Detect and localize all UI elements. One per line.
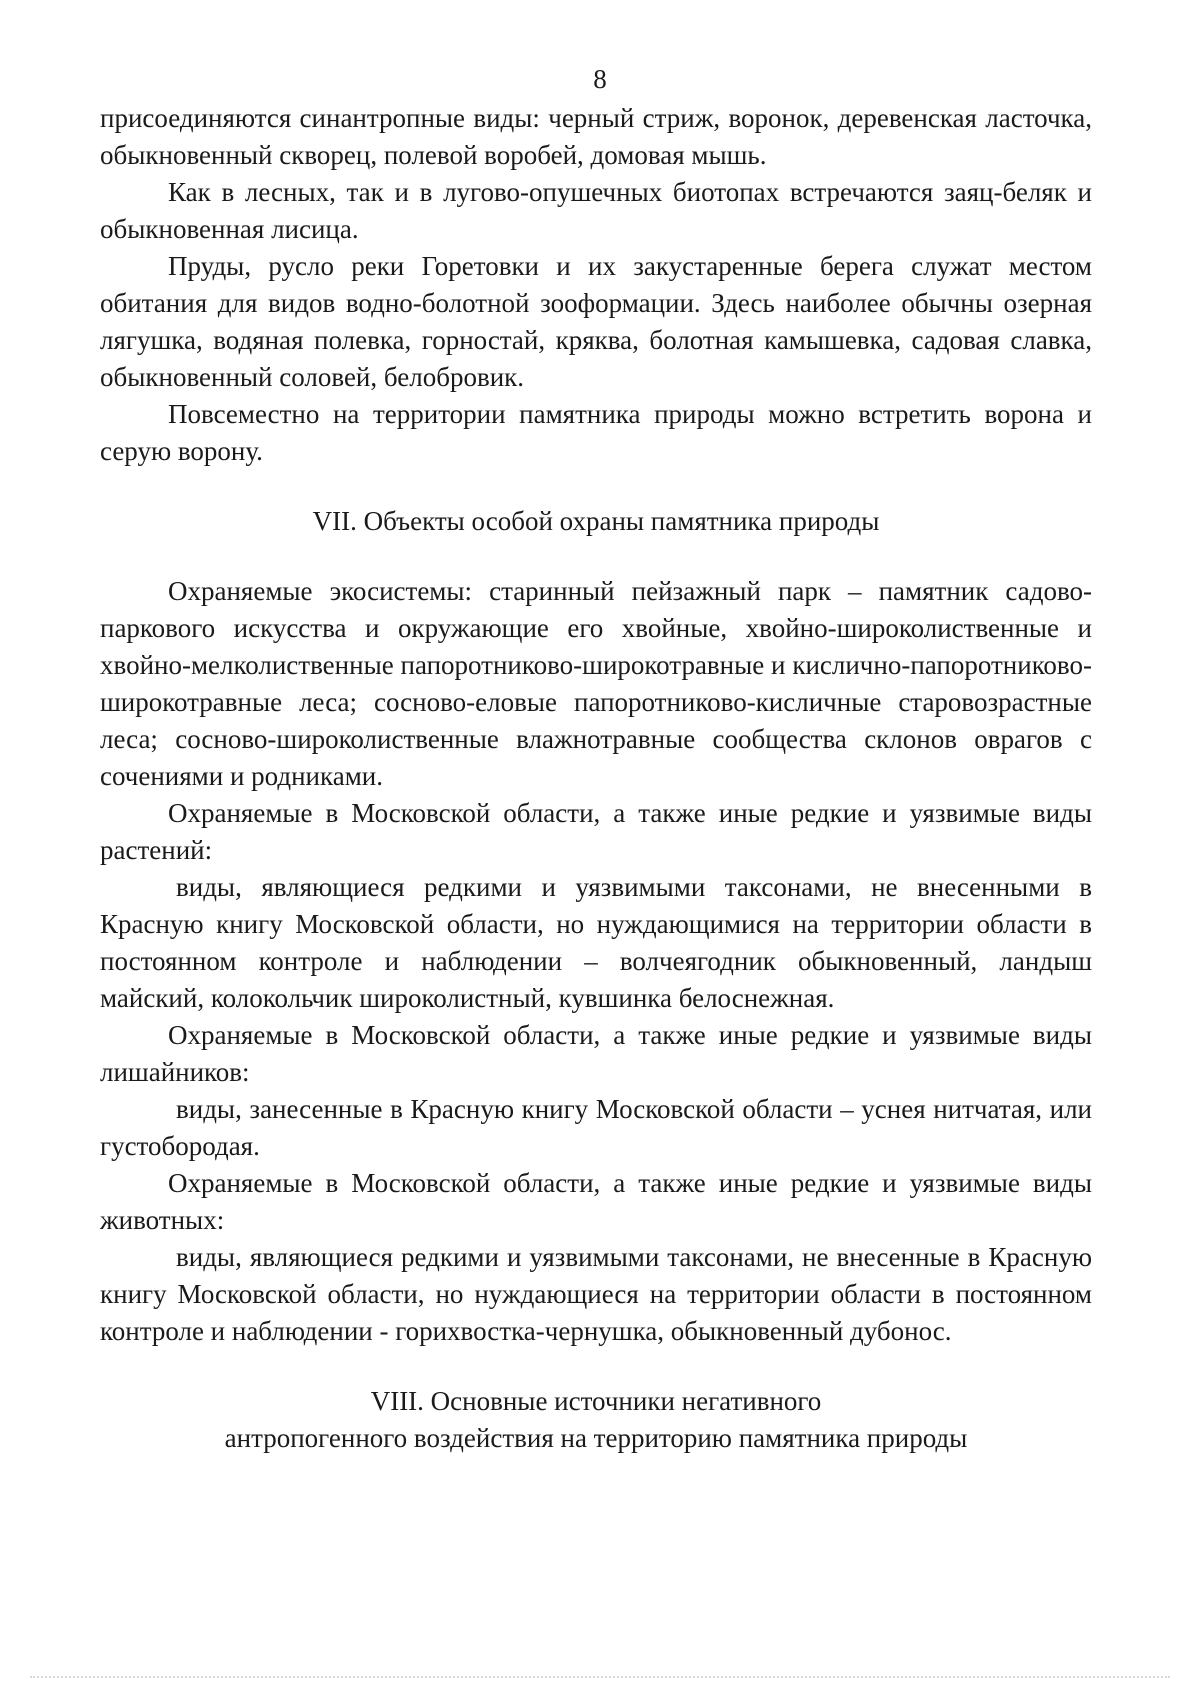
paragraph-synanthropic-species: присоединяются синантропные виды: черный стриж, воронок, деревенская ласточка, обыкновенный скворец, полевой воробей, домовая мышь. [100,103,1092,170]
scan-edge-dots [30,1676,1170,1678]
paragraph-ubiquitous-species: Повсеместно на территории памятника природы можно встретить ворона и серую ворону. [100,399,1092,466]
section-heading-viii [100,1383,1092,1457]
document-body [100,100,1092,1457]
paragraph-protected-ecosystems: Охраняемые экосистемы: старинный пейзажный парк – памятник садово-паркового искусства и окружающие его хвойные, хвойно-широколиственные и хвойно-мелколиственные папоротниково-широкотравные и кислично-папоротниково-широкотравные леса; сосново-еловые папоротниково-кисличные старовозрастные леса; сосново-широколиственные влажнотравные сообщества склонов оврагов с сочениями и родниками. [100,576,1092,791]
paragraph-animals-list: виды, являющиеся редкими и уязвимыми таксонами, не внесенные в Красную книгу Московской области, но нуждающиеся на территории области в постоянном контроле и наблюдении - горихвостка-чернушка, обыкновенный дубонос. [100,1242,1092,1346]
section-heading-viii-line2: антропогенного воздействия на территорию памятника природы [224,1423,968,1453]
paragraph-plants-list: виды, являющиеся редкими и уязвимыми таксонами, не внесенными в Красную книгу Московской области, но нуждающимися на территории области в постоянном контроле и наблюдении – волчеягодник обыкновенный, ландыш майский, колокольчик широколистный, кувшинка белоснежная. [100,872,1092,1013]
section-heading-vii: VII. Объекты особой охраны памятника природы [312,506,880,536]
paragraph-animals-intro: Охраняемые в Московской области, а также иные редкие и уязвимые виды животных: [100,1168,1092,1235]
paragraph-forest-meadow-species: Как в лесных, так и в лугово-опушечных биотопах встречаются заяц-беляк и обыкновенная лисица. [100,177,1092,244]
section-heading-viii-line1: VIII. Основные источники негативного [370,1386,822,1416]
page-number: 8 [593,64,607,94]
paragraph-lichens-intro: Охраняемые в Московской области, а также иные редкие и уязвимые виды лишайников: [100,1020,1092,1087]
paragraph-plants-intro: Охраняемые в Московской области, а также иные редкие и уязвимые виды растений: [100,798,1092,865]
paragraph-wetland-species: Пруды, русло реки Горетовки и их закустаренные берега служат местом обитания для видов водно-болотной зооформации. Здесь наиболее обычны озерная лягушка, водяная полевка, горностай, кряква, болотная камышевка, садовая славка, обыкновенный соловей, белобровик. [100,251,1092,392]
paragraph-lichens-list: виды, занесенные в Красную книгу Московской области – уснея нитчатая, или густобородая. [100,1094,1092,1161]
